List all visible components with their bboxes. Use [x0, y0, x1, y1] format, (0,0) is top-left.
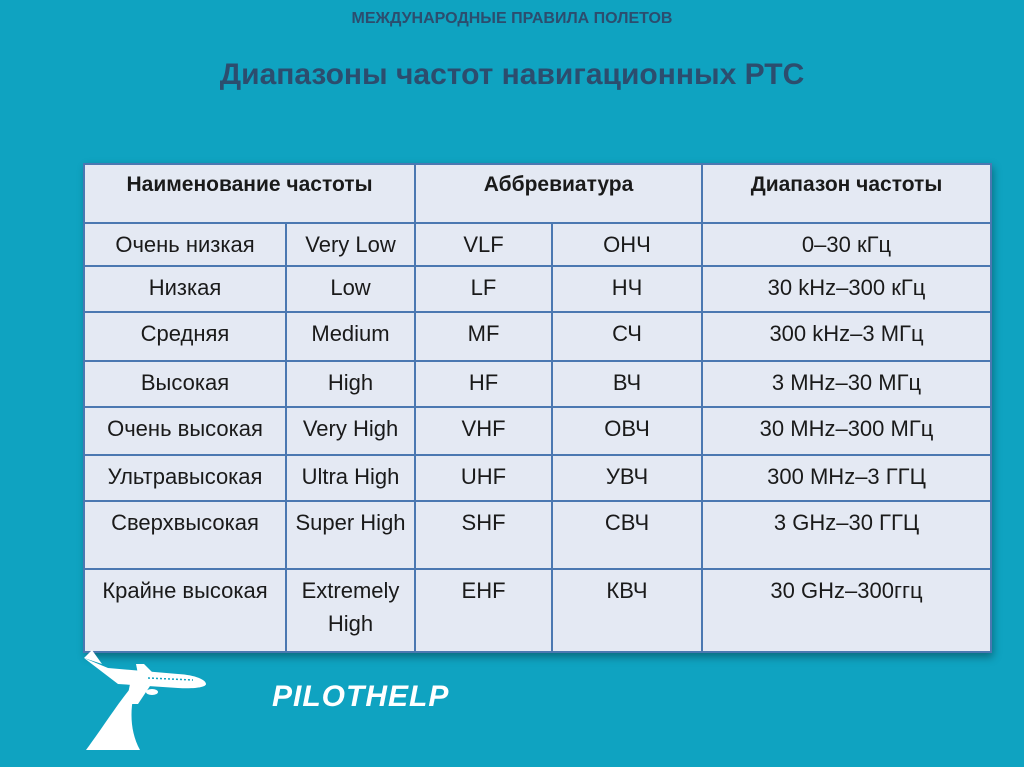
- table-header-row: [84, 164, 991, 223]
- cell-name-ru: Очень низкая: [84, 223, 286, 266]
- cell-name-ru: Низкая: [84, 266, 286, 312]
- airplane-icon: [78, 650, 228, 755]
- cell-name-en: Low: [286, 266, 415, 312]
- table-row: [84, 312, 991, 361]
- cell-name-en: High: [286, 361, 415, 407]
- cell-range: 30 GHz–300ггц: [702, 569, 991, 652]
- cell-name-ru: Ультравысокая: [84, 455, 286, 501]
- cell-name-en: Very Low: [286, 223, 415, 266]
- cell-abbr-en: SHF: [415, 501, 552, 569]
- cell-abbr-en: MF: [415, 312, 552, 361]
- cell-abbr-ru: ОВЧ: [552, 407, 702, 455]
- cell-range: 300 kHz–3 МГц: [702, 312, 991, 361]
- cell-abbr-en: VHF: [415, 407, 552, 455]
- cell-name-en: Medium: [286, 312, 415, 361]
- cell-range: 300 MHz–3 ГГЦ: [702, 455, 991, 501]
- cell-range: 30 MHz–300 МГц: [702, 407, 991, 455]
- cell-name-en: Super High: [286, 501, 415, 569]
- cell-abbr-en: HF: [415, 361, 552, 407]
- cell-range: 3 MHz–30 МГц: [702, 361, 991, 407]
- cell-abbr-ru: ОНЧ: [552, 223, 702, 266]
- cell-name-ru: Крайне высокая: [84, 569, 286, 652]
- cell-name-ru: Средняя: [84, 312, 286, 361]
- page-title: Диапазоны частот навигационных РТС: [219, 58, 805, 91]
- cell-abbr-ru: КВЧ: [552, 569, 702, 652]
- frequency-table-wrapper: [83, 163, 990, 653]
- section-title: МЕЖДУНАРОДНЫЕ ПРАВИЛА ПОЛЕТОВ: [351, 10, 673, 27]
- cell-abbr-ru: СЧ: [552, 312, 702, 361]
- cell-name-en: Very High: [286, 407, 415, 455]
- cell-abbr-en: LF: [415, 266, 552, 312]
- cell-abbr-en: UHF: [415, 455, 552, 501]
- cell-name-en: Extremely High: [286, 569, 415, 652]
- table-row: [84, 501, 991, 569]
- table-row: [84, 223, 991, 266]
- table-row: [84, 569, 991, 652]
- header-frequency-range: Диапазон частоты: [702, 164, 991, 223]
- cell-abbr-en: EHF: [415, 569, 552, 652]
- table-row: [84, 407, 991, 455]
- header-frequency-name: Наименование частоты: [84, 164, 415, 223]
- cell-abbr-ru: СВЧ: [552, 501, 702, 569]
- cell-range: 3 GHz–30 ГГЦ: [702, 501, 991, 569]
- cell-range: 30 kHz–300 кГц: [702, 266, 991, 312]
- cell-name-ru: Очень высокая: [84, 407, 286, 455]
- cell-abbr-ru: УВЧ: [552, 455, 702, 501]
- cell-abbr-ru: НЧ: [552, 266, 702, 312]
- cell-abbr-ru: ВЧ: [552, 361, 702, 407]
- cell-range: 0–30 кГц: [702, 223, 991, 266]
- brand-name: PILOTHELP: [272, 680, 450, 713]
- table-row: [84, 361, 991, 407]
- frequency-table: [83, 163, 992, 653]
- cell-name-ru: Высокая: [84, 361, 286, 407]
- table-row: [84, 455, 991, 501]
- cell-abbr-en: VLF: [415, 223, 552, 266]
- table-row: [84, 266, 991, 312]
- cell-name-en: Ultra High: [286, 455, 415, 501]
- header-abbreviation: Аббревиатура: [415, 164, 702, 223]
- cell-name-ru: Сверхвысокая: [84, 501, 286, 569]
